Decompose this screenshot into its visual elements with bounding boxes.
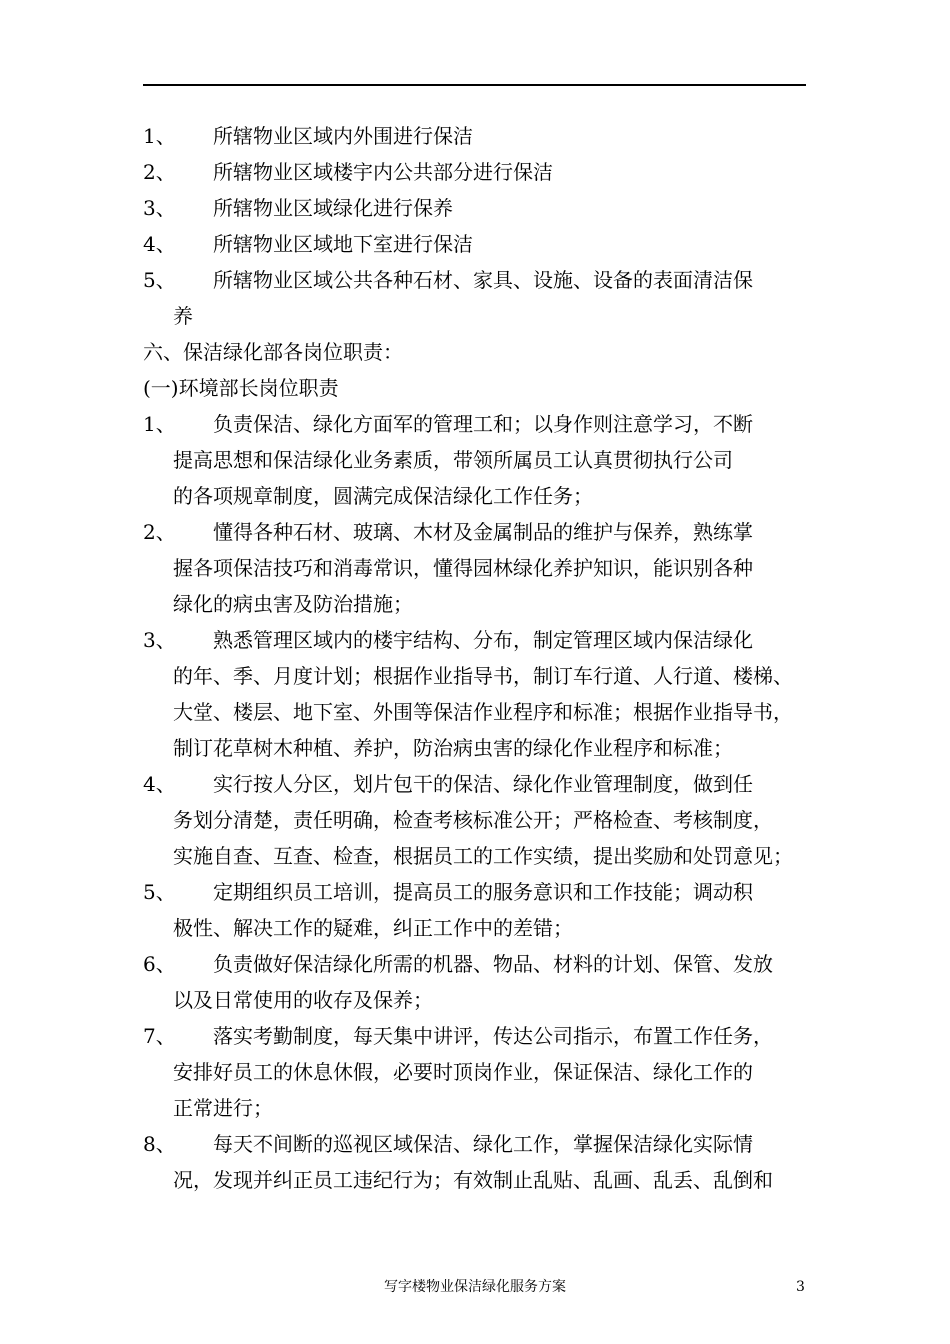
item-number: 1、 <box>143 124 176 148</box>
item-text-line: 的年、季、月度计划；根据作业指导书，制订车行道、人行道、楼梯、 <box>173 664 793 688</box>
manager-duty-item <box>143 874 815 946</box>
item-number: 5、 <box>143 268 176 292</box>
duty-item <box>143 226 815 262</box>
item-text-line: 实行按人分区，划片包干的保洁、绿化作业管理制度，做到任 <box>213 772 753 796</box>
section-heading: 六、保洁绿化部各岗位职责： <box>143 340 403 364</box>
item-text-line: 以及日常使用的收存及保养； <box>173 988 433 1012</box>
item-text-line: 制订花草树木种植、养护，防治病虫害的绿化作业程序和标准； <box>173 736 733 760</box>
manager-duty-item <box>143 946 815 1018</box>
item-number: 3、 <box>143 196 176 220</box>
manager-duty-item <box>143 766 815 874</box>
item-text-line: 实施自查、互查、检查，根据员工的工作实绩，提出奖励和处罚意见； <box>173 844 793 868</box>
item-text-line: 极性、解决工作的疑难，纠正工作中的差错； <box>173 916 573 940</box>
item-number: 8、 <box>143 1132 176 1156</box>
duty-item <box>143 154 815 190</box>
manager-duty-item <box>143 1018 815 1126</box>
item-text-line: 养 <box>173 304 193 328</box>
item-text-line: 熟悉管理区域内的楼宇结构、分布，制定管理区域内保洁绿化 <box>213 628 753 652</box>
item-number: 7、 <box>143 1024 176 1048</box>
item-number: 2、 <box>143 520 176 544</box>
item-text-line: 所辖物业区域地下室进行保洁 <box>213 232 473 256</box>
manager-duty-item <box>143 1126 815 1198</box>
manager-duty-item <box>143 622 815 766</box>
duty-item <box>143 262 815 334</box>
manager-duty-item <box>143 406 815 514</box>
duty-list <box>143 118 815 334</box>
item-text-line: 握各项保洁技巧和消毒常识，懂得园林绿化养护知识，能识别各种 <box>173 556 753 580</box>
footer-title: 写字楼物业保洁绿化服务方案 <box>384 1279 566 1295</box>
item-number: 6、 <box>143 952 176 976</box>
item-text-line: 提高思想和保洁绿化业务素质，带领所属员工认真贯彻执行公司 <box>173 448 733 472</box>
item-number: 1、 <box>143 412 176 436</box>
item-text-line: 况，发现并纠正员工违纪行为；有效制止乱贴、乱画、乱丢、乱倒和 <box>173 1168 773 1192</box>
item-text-line: 安排好员工的休息休假，必要时顶岗作业，保证保洁、绿化工作的 <box>173 1060 753 1084</box>
item-text-line: 所辖物业区域公共各种石材、家具、设施、设备的表面清洁保 <box>213 268 753 292</box>
item-number: 3、 <box>143 628 176 652</box>
manager-duty-item <box>143 514 815 622</box>
header-rule <box>143 84 806 86</box>
item-text-line: 所辖物业区域绿化进行保养 <box>213 196 453 220</box>
item-text-line: 正常进行； <box>173 1096 273 1120</box>
duty-item <box>143 118 815 154</box>
item-text-line: 负责保洁、绿化方面军的管理工和；以身作则注意学习，不断 <box>213 412 753 436</box>
item-text-line: 大堂、楼层、地下室、外围等保洁作业程序和标准；根据作业指导书， <box>173 700 793 724</box>
subsection-heading: (一)环境部长岗位职责 <box>143 376 339 400</box>
item-text-line: 所辖物业区域内外围进行保洁 <box>213 124 473 148</box>
item-text-line: 绿化的病虫害及防治措施； <box>173 592 413 616</box>
item-number: 4、 <box>143 772 176 796</box>
document-body <box>143 118 815 1198</box>
item-text-line: 所辖物业区域楼宇内公共部分进行保洁 <box>213 160 553 184</box>
item-number: 4、 <box>143 232 176 256</box>
item-text-line: 懂得各种石材、玻璃、木材及金属制品的维护与保养，熟练掌 <box>213 520 753 544</box>
item-text-line: 负责做好保洁绿化所需的机器、物品、材料的计划、保管、发放 <box>213 952 773 976</box>
item-text-line: 定期组织员工培训，提高员工的服务意识和工作技能；调动积 <box>213 880 753 904</box>
item-text-line: 每天不间断的巡视区域保洁、绿化工作，掌握保洁绿化实际情 <box>213 1132 753 1156</box>
manager-duty-list <box>143 406 815 1198</box>
item-text-line: 落实考勤制度，每天集中讲评，传达公司指示，布置工作任务， <box>213 1024 773 1048</box>
item-number: 2、 <box>143 160 176 184</box>
item-text-line: 务划分清楚，责任明确，检查考核标准公开；严格检查、考核制度， <box>173 808 773 832</box>
page-number: 3 <box>796 1279 805 1295</box>
duty-item <box>143 190 815 226</box>
item-number: 5、 <box>143 880 176 904</box>
item-text-line: 的各项规章制度，圆满完成保洁绿化工作任务； <box>173 484 593 508</box>
